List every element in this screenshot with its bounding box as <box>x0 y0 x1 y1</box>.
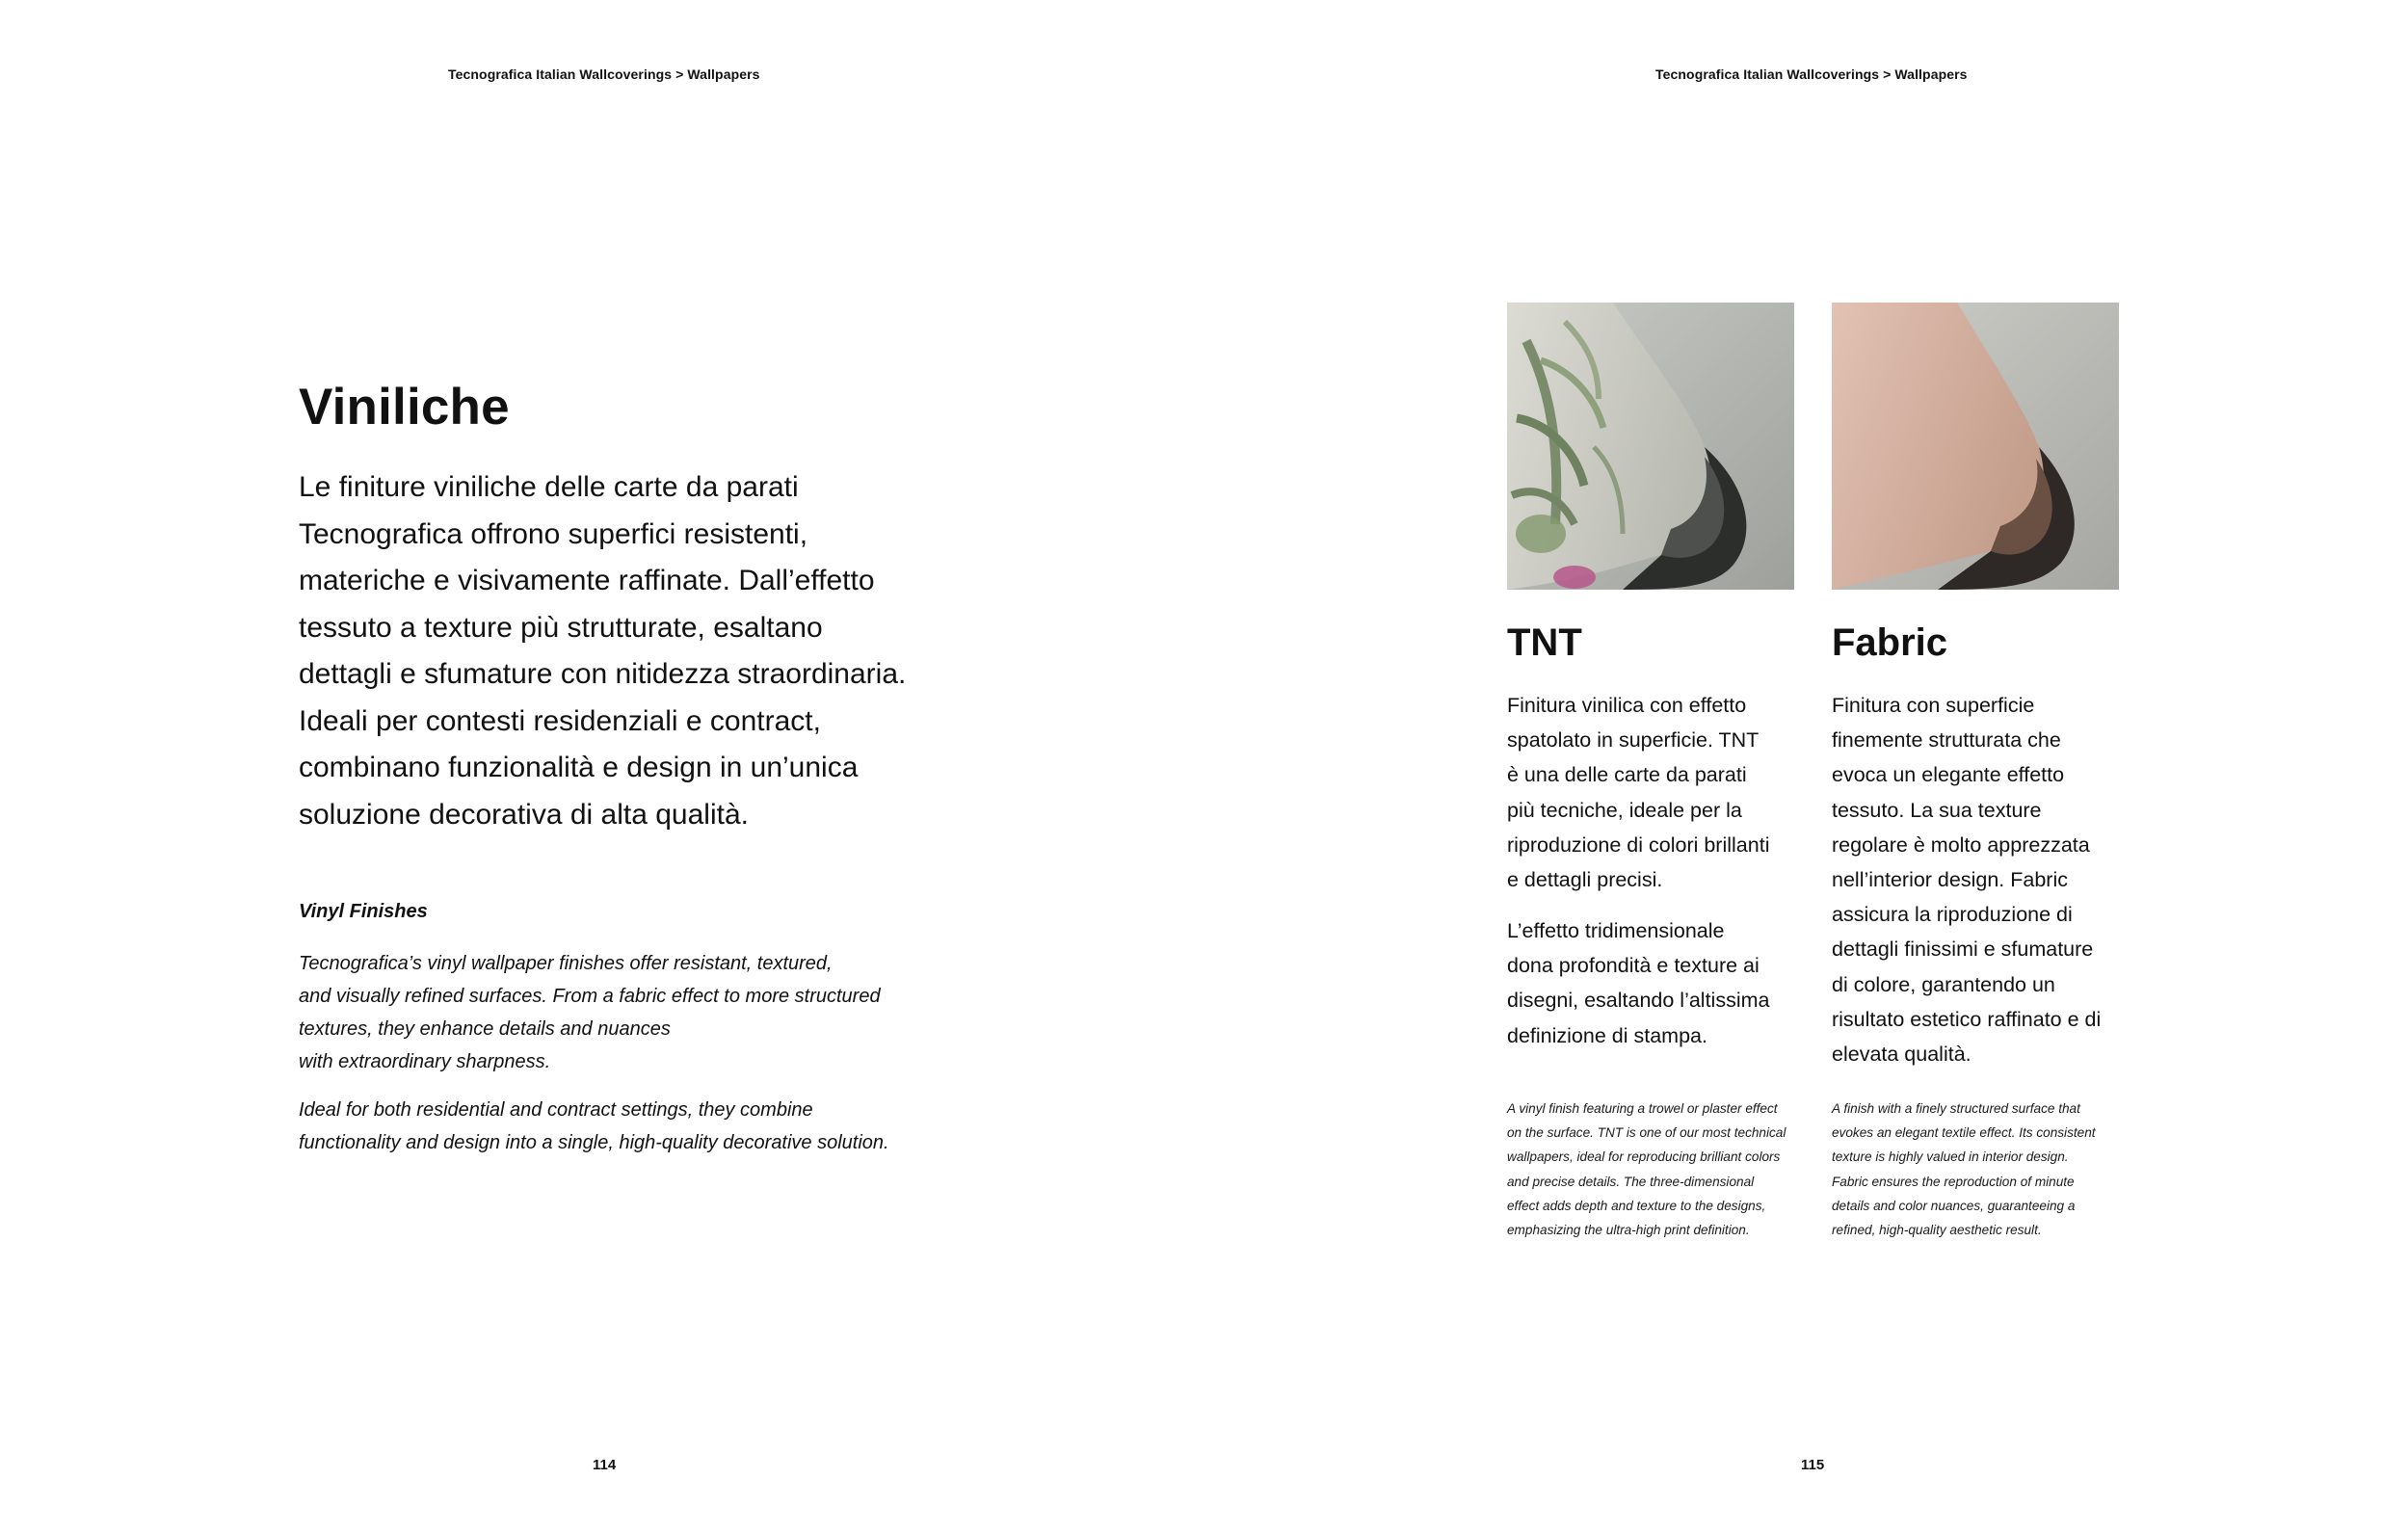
fabric-line: regolare è molto apprezzata <box>1832 832 2090 857</box>
tnt-english-paragraph <box>1507 1096 1808 1242</box>
fabric-english-paragraph <box>1832 1096 2132 1242</box>
running-head-left: Tecnografica Italian Wallcoverings > Wallpapers <box>448 66 760 82</box>
fabric-line: nell’interior design. Fabric <box>1832 868 2068 892</box>
english-paragraph-1 <box>299 947 954 1078</box>
fabric-swatch-image <box>1832 303 2119 590</box>
fabric-line: tessuto. La sua texture <box>1832 798 2042 822</box>
tnt-en-line: wallpapers, ideal for reproducing brilliant colors <box>1507 1149 1781 1165</box>
tnt-swatch-image <box>1507 303 1794 590</box>
fabric-line: evoca un elegante effetto <box>1832 763 2065 787</box>
page-number-right: 115 <box>1801 1457 1825 1473</box>
tnt-en-line: effect adds depth and texture to the designs, <box>1507 1198 1766 1213</box>
fabric-line: dettagli finissimi e sfumature <box>1832 938 2094 962</box>
tnt-line: dona profondità e texture ai <box>1507 954 1760 978</box>
fabric-italian-paragraph <box>1832 688 2130 1071</box>
tnt-line: definizione di stampa. <box>1507 1023 1707 1047</box>
english-line: textures, they enhance details and nuances <box>299 1018 671 1040</box>
tnt-line: più tecniche, ideale per la <box>1507 798 1742 822</box>
tnt-italian-paragraph-1 <box>1507 688 1806 897</box>
intro-line: Le finiture viniliche delle carte da parati <box>299 471 799 503</box>
tnt-line: Finitura vinilica con effetto <box>1507 694 1747 717</box>
tnt-en-line: emphasizing the ultra-high print definition. <box>1507 1223 1750 1238</box>
running-head-right: Tecnografica Italian Wallcoverings > Wallpapers <box>1655 66 1968 82</box>
fabric-line: assicura la riproduzione di <box>1832 903 2073 927</box>
fabric-title: Fabric <box>1832 621 1948 664</box>
tnt-title: TNT <box>1507 621 1582 664</box>
tnt-line: e dettagli precisi. <box>1507 868 1663 892</box>
intro-line: dettagli e sfumature con nitidezza straordinaria. <box>299 658 907 690</box>
intro-line: soluzione decorativa di alta qualità. <box>299 798 749 831</box>
intro-line: Ideali per contesti residenziali e contract, <box>299 704 821 737</box>
english-paragraph-2 <box>299 1094 954 1159</box>
english-heading: Vinyl Finishes <box>299 901 428 922</box>
fabric-en-line: texture is highly valued in interior design. <box>1832 1149 2069 1165</box>
english-line: Ideal for both residential and contract settings, they combine <box>299 1099 813 1121</box>
tnt-line: disegni, esaltando l’altissima <box>1507 989 1770 1013</box>
tnt-line: L’effetto tridimensionale <box>1507 919 1725 942</box>
intro-italian <box>299 464 954 838</box>
fabric-en-line: refined, high-quality aesthetic result. <box>1832 1223 2042 1238</box>
fabric-line: di colore, garantendo un <box>1832 972 2055 996</box>
english-line: with extraordinary sharpness. <box>299 1051 551 1072</box>
english-line: and visually refined surfaces. From a fabric effect to more structured <box>299 986 881 1007</box>
tnt-line: riproduzione di colori brillanti <box>1507 832 1770 857</box>
tnt-en-line: on the surface. TNT is one of our most technical <box>1507 1125 1786 1141</box>
fabric-line: elevata qualità. <box>1832 1043 1971 1067</box>
page-title: Viniliche <box>299 379 510 436</box>
fabric-en-line: evokes an elegant textile effect. Its consistent <box>1832 1125 2096 1141</box>
fabric-line: Finitura con superficie <box>1832 694 2035 717</box>
fabric-line: risultato estetico raffinato e di <box>1832 1007 2102 1031</box>
fabric-line: finemente strutturata che <box>1832 728 2061 753</box>
fabric-en-line: A finish with a finely structured surface that <box>1832 1101 2080 1116</box>
intro-line: combinano funzionalità e design in un’unica <box>299 752 859 783</box>
tnt-italian-paragraph-2 <box>1507 913 1806 1053</box>
tnt-en-line: A vinyl finish featuring a trowel or plaster effect <box>1507 1101 1778 1116</box>
fabric-en-line: details and color nuances, guaranteeing a <box>1832 1198 2076 1213</box>
fabric-en-line: Fabric ensures the reproduction of minute <box>1832 1174 2075 1189</box>
tnt-line: è una delle carte da parati <box>1507 763 1747 787</box>
intro-line: tessuto a texture più strutturate, esaltano <box>299 611 823 644</box>
intro-line: materiche e visivamente raffinate. Dall’effetto <box>299 565 875 596</box>
page-number-left: 114 <box>593 1457 617 1473</box>
intro-line: Tecnografica offrono superfici resistenti, <box>299 517 808 550</box>
tnt-en-line: and precise details. The three-dimensional <box>1507 1174 1755 1189</box>
english-line: Tecnografica’s vinyl wallpaper finishes offer resistant, textured, <box>299 953 833 974</box>
english-line: functionality and design into a single, high-quality decorative solution. <box>299 1132 889 1153</box>
tnt-line: spatolato in superficie. TNT <box>1507 728 1760 753</box>
